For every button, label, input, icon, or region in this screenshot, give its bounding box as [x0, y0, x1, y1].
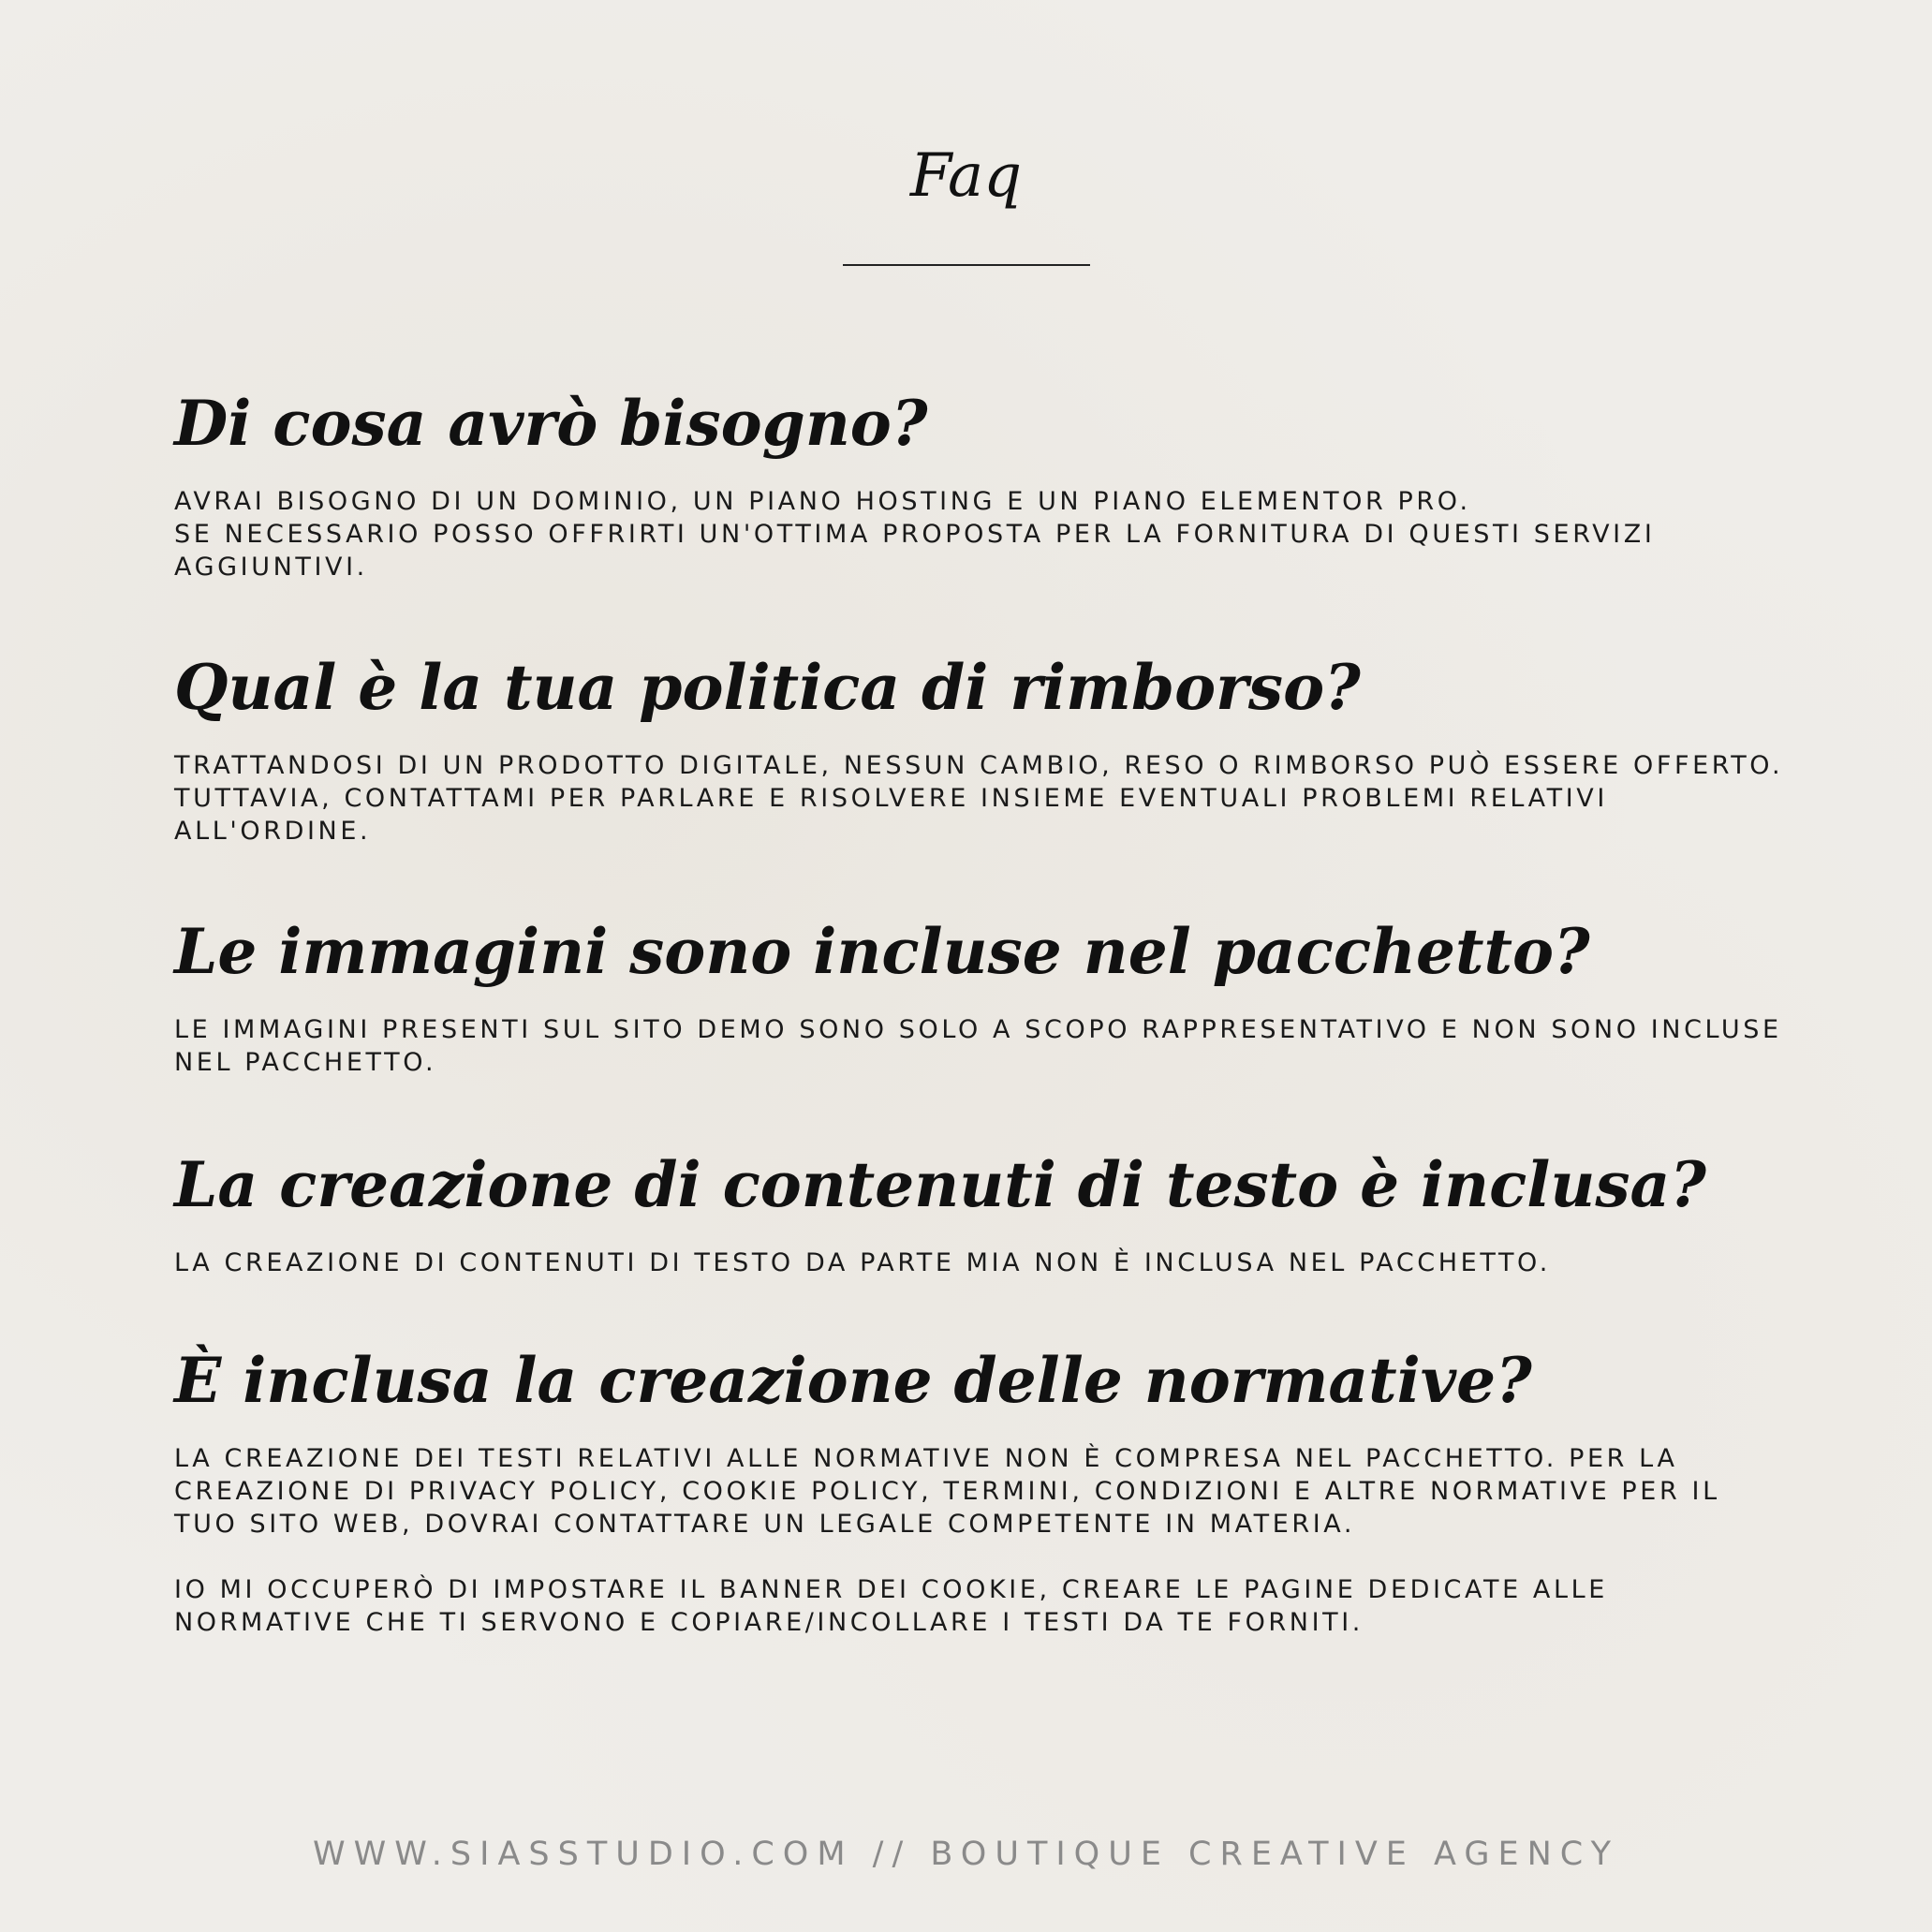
page-title: Faq — [909, 141, 1023, 211]
faq-question: Di cosa avrò bisogno? — [174, 387, 928, 460]
faq-item-requirements — [174, 386, 1785, 583]
faq-item-legal-policies — [174, 1343, 1785, 1639]
faq-question: Le immagini sono incluse nel pacchetto? — [174, 915, 1590, 988]
footer-tagline: WWW.SIASSTUDIO.COM // BOUTIQUE CREATIVE AGENCY — [313, 1836, 1619, 1873]
faq-item-text-content — [174, 1147, 1785, 1279]
faq-question: Qual è la tua politica di rimborso? — [174, 651, 1361, 724]
faq-item-refund-policy — [174, 650, 1785, 848]
faq-answer: AVRAI BISOGNO DI UN DOMINIO, UN PIANO HOSTING E UN PIANO ELEMENTOR PRO. SE NECESSARIO POSSO OFFRIRTI UN'OTTIMA PROPOSTA PER LA FORNITURA DI QUESTI SERVIZI AGGIUNTIVI. — [174, 487, 1656, 582]
faq-answer-extra: IO MI OCCUPERÒ DI IMPOSTARE IL BANNER DEI COOKIE, CREARE LE PAGINE DEDICATE ALLE NORMATIVE CHE TI SERVONO E COPIARE/INCOLLARE I TESTI DA TE FORNITI. — [174, 1575, 1608, 1637]
faq-answer: LA CREAZIONE DI CONTENUTI DI TESTO DA PARTE MIA NON È INCLUSA NEL PACCHETTO. — [174, 1248, 1551, 1277]
faq-answer: LA CREAZIONE DEI TESTI RELATIVI ALLE NORMATIVE NON È COMPRESA NEL PACCHETTO. PER LA CREAZIONE DI PRIVACY POLICY, COOKIE POLICY, TERMINI, CONDIZIONI E ALTRE NORMATIVE PER IL TUO SITO WEB, DOVRAI CONTATTARE UN LEGALE COMPETENTE IN MATERIA. — [174, 1444, 1720, 1539]
faq-item-images — [174, 914, 1785, 1079]
title-divider — [843, 264, 1090, 266]
faq-question: È inclusa la creazione delle normative? — [174, 1344, 1532, 1417]
faq-answer: TRATTANDOSI DI UN PRODOTTO DIGITALE, NESSUN CAMBIO, RESO O RIMBORSO PUÒ ESSERE OFFERTO. TUTTAVIA, CONTATTAMI PER PARLARE E RISOLVERE INSIEME EVENTUALI PROBLEMI RELATIVI ALL'ORDINE. — [174, 751, 1784, 846]
faq-question: La creazione di contenuti di testo è inclusa? — [174, 1148, 1706, 1221]
faq-answer: LE IMMAGINI PRESENTI SUL SITO DEMO SONO SOLO A SCOPO RAPPRESENTATIVO E NON SONO INCLUSE NEL PACCHETTO. — [174, 1015, 1782, 1077]
